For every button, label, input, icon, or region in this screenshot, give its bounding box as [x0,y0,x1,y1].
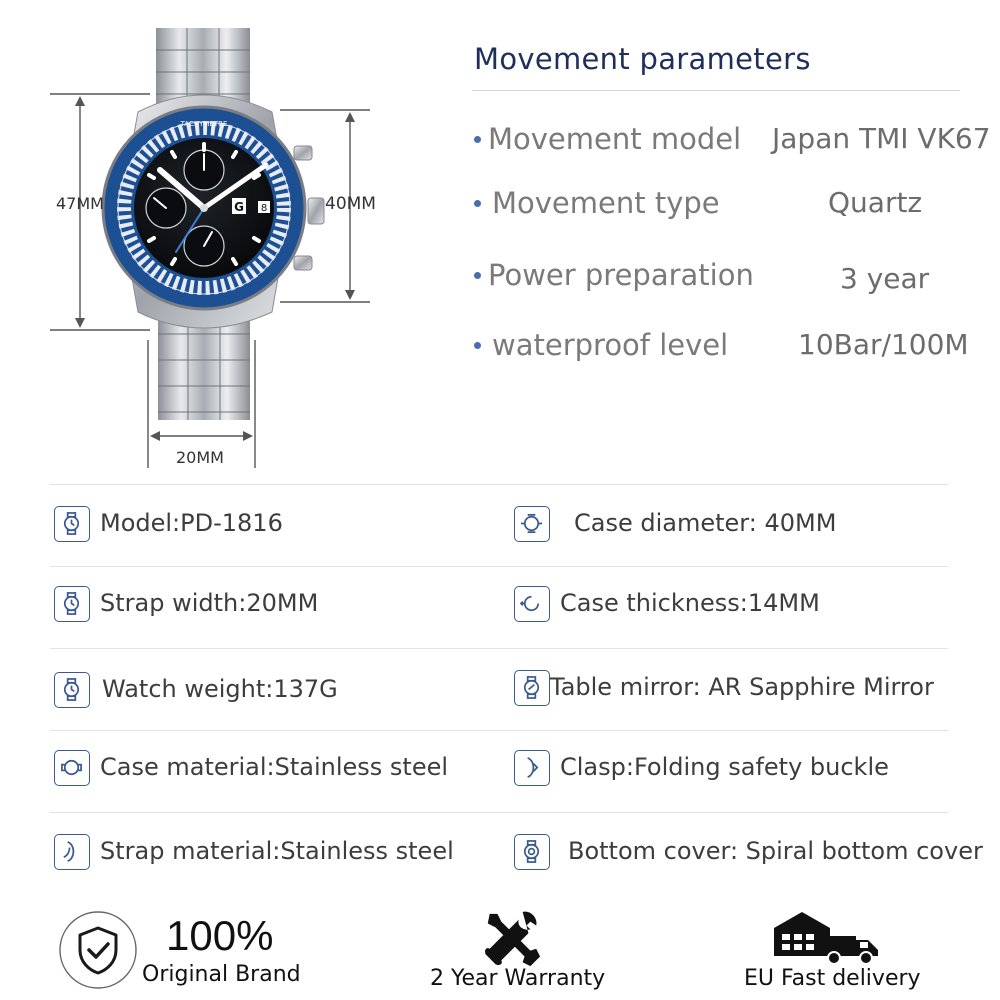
spec-strap-width-text: Strap width:20MM [100,589,319,617]
spec-model-text: Model:PD-1816 [100,509,283,537]
waterproof-level-row [472,328,992,368]
spec-case-thickness-text: Case thickness:14MM [560,589,820,617]
original-brand-percent: 100% [166,912,274,959]
divider [50,484,948,485]
watch-icon [54,586,90,622]
movement-model-row [472,122,992,162]
svg-text:G: G [234,200,244,214]
case-width-dimension-label: 40MM [325,194,376,214]
bullet-icon [474,200,481,207]
movement-model-value: Japan TMI VK67 [772,122,991,155]
case-diameter-icon [514,506,550,542]
divider [50,648,948,649]
waterproof-level-value: 10Bar/100M [798,328,969,361]
watch-illustration [40,20,400,480]
movement-parameters-title: Movement parameters [474,42,811,76]
power-preparation-label: Power preparation [488,258,754,292]
spec-clasp-text: Clasp:Folding safety buckle [560,753,889,781]
svg-text:8: 8 [260,203,268,214]
mirror-icon [514,670,550,706]
power-preparation-row [472,258,992,298]
divider [50,566,948,567]
title-divider [472,90,960,91]
movement-type-row [472,186,992,226]
bullet-icon [474,272,481,279]
delivery-truck-icon [772,906,882,968]
svg-text:TACHYMETRE: TACHYMETRE [180,120,228,128]
movement-model-label: Movement model [488,122,742,156]
height-dimension-label: 47MM [56,194,104,213]
spec-case-material-text: Case material:Stainless steel [100,753,449,781]
bullet-icon [474,136,481,143]
spec-strap-material-text: Strap material:Stainless steel [100,837,454,865]
strap-material-icon [54,834,90,870]
original-brand-badge [58,910,138,990]
case-material-icon [54,750,90,786]
wrench-screwdriver-icon [480,908,542,970]
power-preparation-value: 3 year [840,262,930,295]
divider [50,812,948,813]
watch-icon [54,506,90,542]
delivery-label: EU Fast delivery [744,966,921,991]
spec-bottom-cover-text: Bottom cover: Spiral bottom cover [568,837,983,865]
original-brand-label: Original Brand [142,962,301,987]
warranty-label: 2 Year Warranty [430,966,606,991]
bullet-icon [474,342,481,349]
spec-table-mirror-text: Table mirror: AR Sapphire Mirror [550,673,934,701]
watch-icon [54,672,90,708]
waterproof-level-label: waterproof level [492,328,729,362]
strap-width-dimension-label: 20MM [176,448,224,467]
clasp-icon [514,750,550,786]
movement-type-value: Quartz [828,186,923,219]
divider [50,730,948,731]
bottom-cover-icon [514,834,550,870]
spec-watch-weight-text: Watch weight:137G [102,675,338,703]
spec-case-diameter-text: Case diameter: 40MM [574,509,837,537]
shield-check-icon [58,910,138,990]
case-thickness-icon [514,586,550,622]
movement-type-label: Movement type [492,186,720,220]
watch-drawing [40,20,400,480]
